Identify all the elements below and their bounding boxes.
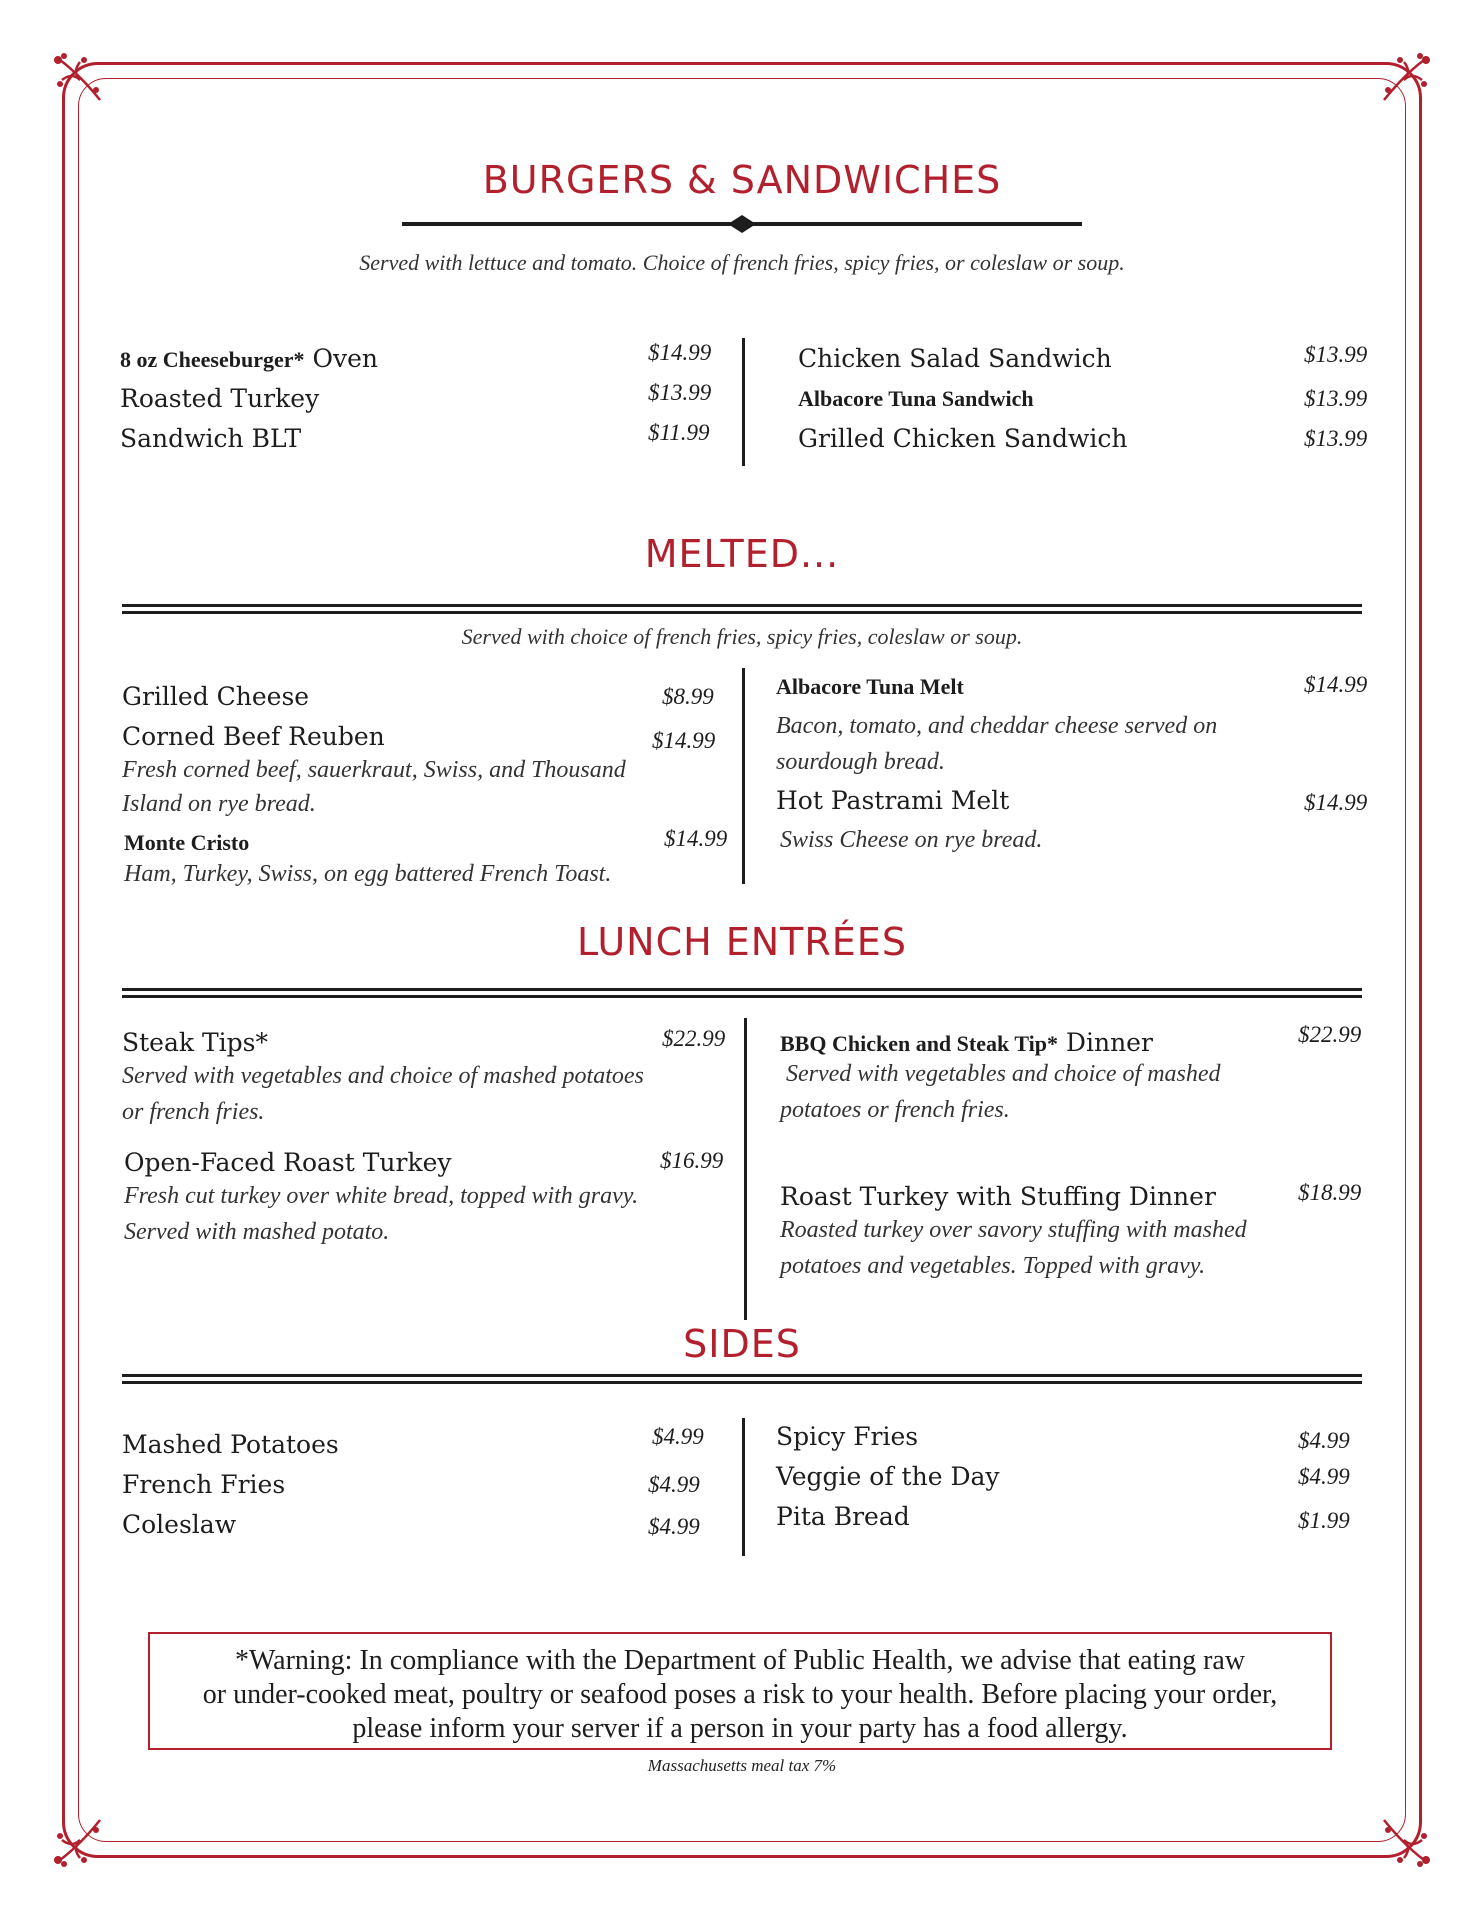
menu-item-name: Roasted Turkey — [120, 384, 320, 413]
section-title-melted: MELTED... — [644, 532, 840, 576]
diamond-divider — [402, 214, 1082, 234]
menu-item-description: or french fries. — [122, 1099, 265, 1125]
menu-item-description: Ham, Turkey, Swiss, on egg battered French Toast. — [124, 861, 612, 887]
menu-item-description: Served with vegetables and choice of mashed — [786, 1061, 1221, 1087]
menu-item-price: $14.99 — [652, 728, 716, 753]
menu-item-price: $4.99 — [648, 1514, 700, 1539]
menu-item-name: Coleslaw — [122, 1510, 237, 1539]
floral-ornament-icon — [1374, 1810, 1434, 1870]
floral-ornament-icon — [50, 50, 110, 110]
menu-item-price: $14.99 — [1304, 790, 1368, 815]
menu-item-description: Served with mashed potato. — [124, 1219, 390, 1245]
menu-item-price: $4.99 — [1298, 1464, 1350, 1489]
menu-item-description: Fresh cut turkey over white bread, topped with gravy. — [124, 1183, 639, 1209]
menu-item-description: sourdough bread. — [776, 749, 945, 775]
menu-item-name: Corned Beef Reuben — [122, 722, 385, 751]
menu-item-name-suffix: Dinner — [1065, 1028, 1153, 1057]
menu-item-description: Roasted turkey over savory stuffing with mashed — [780, 1217, 1247, 1243]
menu-item-name: Veggie of the Day — [776, 1462, 1000, 1491]
menu-item-price: $14.99 — [1304, 672, 1368, 697]
menu-item-description: Island on rye bread. — [122, 791, 316, 817]
menu-item-price: $13.99 — [1304, 342, 1368, 367]
menu-item-name: Monte Cristo — [124, 830, 250, 855]
menu-item-price: $4.99 — [652, 1424, 704, 1449]
menu-item-name: Roast Turkey with Stuffing Dinner — [780, 1182, 1216, 1211]
menu-item-name-suffix: Oven — [312, 344, 378, 373]
column-divider — [742, 668, 745, 884]
menu-item-name — [780, 1028, 1153, 1057]
menu-item-price: $14.99 — [664, 826, 728, 851]
column-divider — [744, 1018, 747, 1320]
menu-item-price: $13.99 — [1304, 386, 1368, 411]
health-warning-box — [148, 1632, 1332, 1750]
menu-item-price: $22.99 — [662, 1026, 726, 1051]
menu-item-name: Grilled Cheese — [122, 682, 310, 711]
menu-item-name: Mashed Potatoes — [122, 1430, 339, 1459]
menu-item-description: Swiss Cheese on rye bread. — [780, 827, 1043, 853]
warning-line: please inform your server if a person in your party has a food allergy. — [352, 1713, 1128, 1744]
column-divider — [742, 338, 745, 466]
section-title-entrees: LUNCH ENTRÉES — [577, 920, 907, 964]
section-rule — [122, 1374, 1362, 1384]
menu-item-name: French Fries — [122, 1470, 286, 1499]
menu-item-price: $14.99 — [648, 340, 712, 365]
menu-item-name-bold: 8 oz Cheeseburger* — [120, 347, 305, 372]
menu-item-price: $18.99 — [1298, 1180, 1362, 1205]
menu-item-name — [120, 344, 378, 373]
section-title-sides: SIDES — [683, 1322, 801, 1366]
floral-ornament-icon — [50, 1810, 110, 1870]
meal-tax-note: Massachusetts meal tax 7% — [647, 1756, 837, 1775]
floral-ornament-icon — [1374, 50, 1434, 110]
section-subtitle-melted: Served with choice of french fries, spicy fries, coleslaw or soup. — [461, 624, 1023, 649]
menu-item-name: Albacore Tuna Melt — [776, 674, 964, 699]
menu-item-description: Served with vegetables and choice of mashed potatoes — [122, 1063, 644, 1089]
section-subtitle-burgers: Served with lettuce and tomato. Choice of french fries, spicy fries, or coleslaw or soup. — [359, 250, 1125, 275]
menu-item-price: $22.99 — [1298, 1022, 1362, 1047]
warning-line: *Warning: In compliance with the Department of Public Health, we advise that eating raw — [234, 1645, 1246, 1676]
menu-item-name-bold: BBQ Chicken and Steak Tip* — [780, 1031, 1058, 1056]
menu-item-name: Grilled Chicken Sandwich — [798, 424, 1128, 453]
section-rule — [122, 604, 1362, 614]
warning-line: or under-cooked meat, poultry or seafood poses a risk to your health. Before placing your order, — [202, 1679, 1278, 1710]
menu-item-name: Hot Pastrami Melt — [776, 786, 1010, 815]
menu-item-name: Albacore Tuna Sandwich — [798, 386, 1034, 411]
section-title-burgers: BURGERS & SANDWICHES — [482, 158, 1002, 202]
menu-item-price: $13.99 — [1304, 426, 1368, 451]
menu-item-description: potatoes and vegetables. Topped with gravy. — [780, 1253, 1206, 1279]
menu-item-price: $4.99 — [648, 1472, 700, 1497]
menu-item-name: Spicy Fries — [776, 1422, 919, 1451]
menu-item-price: $13.99 — [648, 380, 712, 405]
menu-item-price: $8.99 — [662, 684, 714, 709]
menu-item-name: Pita Bread — [776, 1502, 910, 1531]
menu-item-name: Steak Tips* — [122, 1028, 268, 1057]
menu-item-price: $4.99 — [1298, 1428, 1350, 1453]
menu-item-name: Open-Faced Roast Turkey — [124, 1148, 452, 1177]
menu-item-price: $11.99 — [648, 420, 710, 445]
menu-item-price: $1.99 — [1298, 1508, 1350, 1533]
menu-item-description: potatoes or french fries. — [780, 1097, 1010, 1123]
menu-item-description: Bacon, tomato, and cheddar cheese served on — [776, 713, 1218, 739]
menu-item-description: Fresh corned beef, sauerkraut, Swiss, and Thousand — [122, 757, 626, 783]
menu-item-price: $16.99 — [660, 1148, 724, 1173]
column-divider — [742, 1418, 745, 1556]
section-rule — [122, 988, 1362, 998]
menu-item-name: Sandwich BLT — [120, 424, 302, 453]
menu-item-name: Chicken Salad Sandwich — [798, 344, 1112, 373]
